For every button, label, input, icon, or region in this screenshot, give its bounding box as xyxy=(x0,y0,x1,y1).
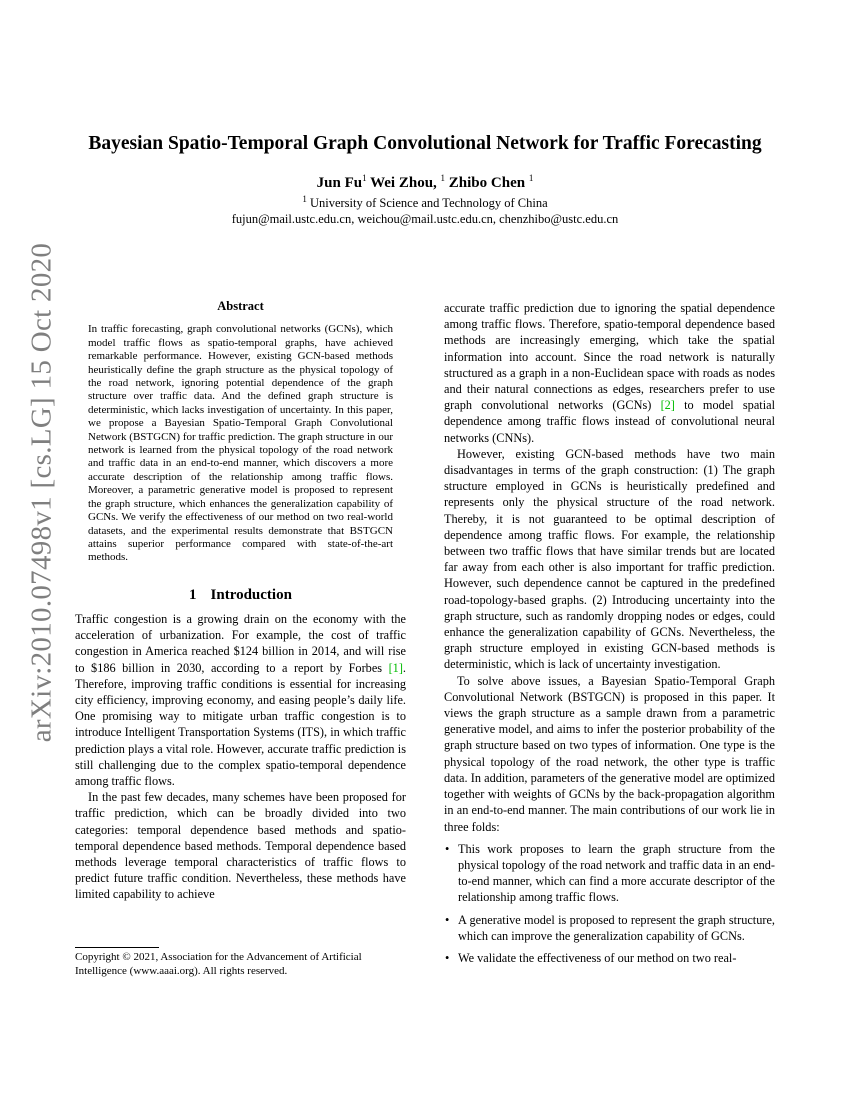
paragraph: To solve above issues, a Bayesian Spatio-Temporal Graph Convolutional Network (BSTGCN) is proposed in this paper. It views the graph structure as a sample drawn from a parametric generative model, and aims to infer the posterior probability of the graph structure based on two types of information. One type is the physical topology of the road network, the other type is traffic data. In addition, parameters of the generative model are optimized together with weights of GCNs by the back-propagation algorithm in an end-to-end manner. The main contributions of our work lie in three folds: xyxy=(444,673,775,834)
arxiv-stamp-text: arXiv:2010.07498v1 [cs.LG] 15 Oct 2020 xyxy=(25,242,58,742)
list-item-text: A generative model is proposed to represent the graph structure, which can improve the generalization capability of GCNs. xyxy=(458,912,775,943)
section-heading xyxy=(75,587,406,603)
paragraph-text: Traffic congestion is a growing drain on the economy with the acceleration of urbanization. For example, the cost of traffic congestion in America reached $124 billion in 2014, and will rise to $186 billion in 2030, according to a report by Forbes xyxy=(75,611,406,675)
bullet-icon: • xyxy=(445,950,450,965)
author-name: Wei Zhou, xyxy=(370,175,437,191)
affiliation xyxy=(60,193,790,211)
list-item xyxy=(444,950,775,966)
bullet-icon: • xyxy=(445,912,450,927)
footnote-divider xyxy=(75,947,159,948)
author-list xyxy=(60,175,790,192)
abstract-text: In traffic forecasting, graph convolutional networks (GCNs), which model traffic flows as spatio-temporal graphs, have achieved remarkable performance. However, existing GCN-based methods heuristically define the graph structure as the physical topology of the road network, ignoring potential dependence of the graph structure over traffic data. And the defined graph structure is deterministic, which lacks investigation of uncertainty. In this paper, we propose a Bayesian Spatio-Temporal Graph Convolutional Network (BSTGCN) for traffic prediction. The graph structure in our network is learned from the physical topology of the road network and traffic data in an end-to-end manner, which discovers a more accurate description of the relationship among traffic flows. Moreover, a parametric generative model is proposed to represent the graph structure, which enhances the generalization capability of GCNs. We verify the effectiveness of our method on two real-world datasets, and the experimental results demonstrate that BSTGCN attains superior performance compared with state-of-the-art methods. xyxy=(88,323,393,564)
paragraph xyxy=(444,300,775,446)
copyright-footnote xyxy=(75,947,406,978)
author-affil-mark: 1 xyxy=(528,173,534,183)
citation-link[interactable]: [2] xyxy=(660,398,675,413)
paragraph: In the past few decades, many schemes have been proposed for traffic prediction, which can be broadly divided into two categories: temporal dependence based methods and spatio-temporal dependence based methods. Temporal dependence based methods leverage temporal characteristics of traffic flows to predict future traffic condition. Nevertheless, these methods have limited capability to achieve xyxy=(75,790,406,902)
abstract xyxy=(88,300,393,565)
paragraph-text: accurate traffic prediction due to ignoring the spatial dependence among traffic flows. Therefore, spatio-temporal dependence based methods are increasingly emerging, which take the spatial information into account. Since the road network is naturally structured as a graph in a non-Euclidean space with roads as nodes and their natural connections as edges, researchers prefer to use graph convolutional networks (GCNs) xyxy=(444,301,775,413)
paragraph: However, existing GCN-based methods have two main disadvantages in terms of the graph construction: (1) The graph structure employed in GCNs is heuristically predefined and represents only the physical structure of the road network. Thereby, it is not guaranteed to be optimal description of dependence among traffic flows. For example, the relationship between two traffic flows that have similar trends but are located far away from each other is also important for traffic prediction. However, such dependence cannot be captured in the predefined road-topology-based graphs. (2) Introducing uncertainty into the graph structure, such as randomly dropping nodes or edges, could enhance the generalization capability of GCNs. Nevertheless, the graph structure employed in existing GCN-based methods is deterministic, which is lack of uncertainty investigation. xyxy=(444,446,775,672)
paragraph xyxy=(75,611,406,789)
citation-link[interactable]: [1] xyxy=(388,660,403,675)
author-name: Jun Fu xyxy=(316,175,363,191)
bullet-icon: • xyxy=(445,841,450,856)
author-emails: fujun@mail.ustc.edu.cn, weichou@mail.ustc.edu.cn, chenzhibo@ustc.edu.cn xyxy=(231,212,619,226)
left-column xyxy=(75,300,406,903)
arxiv-stamp xyxy=(22,242,62,742)
list-item xyxy=(444,841,775,906)
list-item-text: We validate the effectiveness of our method on two real- xyxy=(458,950,737,965)
author-name: Zhibo Chen xyxy=(448,175,526,191)
section-title: Introduction xyxy=(210,586,292,603)
abstract-heading: Abstract xyxy=(217,299,264,313)
paragraph-text: to model spatial dependence among traffic flows instead of convolutional neural networks (CNNs). xyxy=(444,398,775,445)
affiliation-text: University of Science and Technology of China xyxy=(309,196,548,210)
paper-title: Bayesian Spatio-Temporal Graph Convolutional Network for Traffic Forecasting xyxy=(88,133,762,154)
contribution-list xyxy=(444,841,775,966)
list-item-text: This work proposes to learn the graph structure from the physical topology of the road network and traffic data in an end-to-end manner, which can find a more accurate descriptor of the relationship among traffic flows. xyxy=(458,841,775,905)
list-item xyxy=(444,912,775,944)
affiliation-mark: 1 xyxy=(302,193,307,204)
section-number: 1 xyxy=(189,586,197,603)
footnote-text: Copyright © 2021, Association for the Advancement of Artificial Intelligence (www.aaai.org). All rights reserved. xyxy=(75,951,362,977)
right-column xyxy=(444,300,775,972)
author-affil-mark: 1 xyxy=(440,173,446,183)
author-affil-mark: 1 xyxy=(362,173,367,183)
paragraph-text: . Therefore, improving traffic conditions is essential for increasing city efficiency, improving economy, and easing people’s daily life. One promising way to mitigate urban traffic congestion is to introduce Intelligent Transportation Systems (ITS), in which traffic prediction plays a vital role. However, accurate traffic prediction is still challenging due to the complex spatio-temporal dependence among traffic flows. xyxy=(75,660,406,788)
